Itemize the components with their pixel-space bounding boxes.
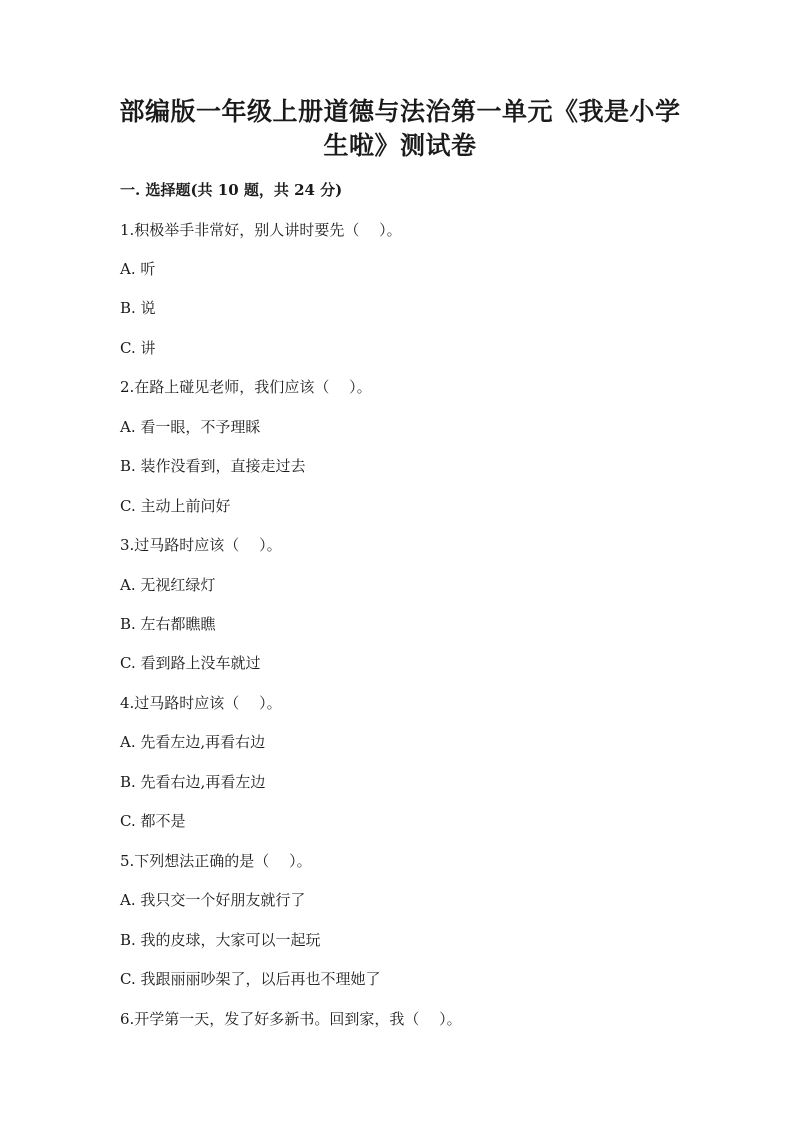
question-1-option-a: A. 听: [120, 260, 156, 278]
question-1-option-b: B. 说: [120, 299, 156, 317]
question-3-option-a: A. 无视红绿灯: [120, 576, 216, 594]
question-5-option-a: A. 我只交一个好朋友就行了: [120, 891, 306, 909]
question-4-option-a: A. 先看左边,再看右边: [120, 733, 266, 751]
question-3-stem: 3.过马路时应该（ ）。: [120, 536, 282, 554]
question-6-stem: 6.开学第一天，发了好多新书。回到家，我（ ）。: [120, 1010, 462, 1028]
question-4-option-b: B. 先看右边,再看左边: [120, 773, 266, 791]
question-2-option-a: A. 看一眼，不予理睬: [120, 418, 261, 436]
question-2-option-c: C. 主动上前问好: [120, 497, 231, 515]
question-1-option-c: C. 讲: [120, 339, 156, 357]
question-2-stem: 2.在路上碰见老师，我们应该（ ）。: [120, 378, 372, 396]
document-title-line-1: 部编版一年级上册道德与法治第一单元《我是小学: [119, 97, 681, 126]
question-2-option-b: B. 装作没看到，直接走过去: [120, 457, 306, 475]
section-heading: 一. 选择题(共 10 题，共 24 分): [120, 181, 343, 199]
question-5-stem: 5.下列想法正确的是（ ）。: [120, 852, 312, 870]
question-4-stem: 4.过马路时应该（ ）。: [120, 694, 282, 712]
question-3-option-b: B. 左右都瞧瞧: [120, 615, 216, 633]
question-3-option-c: C. 看到路上没车就过: [120, 654, 261, 672]
question-1-stem: 1.积极举手非常好，别人讲时要先（ ）。: [120, 221, 402, 239]
question-5-option-c: C. 我跟丽丽吵架了，以后再也不理她了: [120, 970, 381, 988]
question-5-option-b: B. 我的皮球，大家可以一起玩: [120, 931, 321, 949]
document-title-line-2: 生啦》测试卷: [323, 131, 477, 160]
question-4-option-c: C. 都不是: [120, 812, 186, 830]
